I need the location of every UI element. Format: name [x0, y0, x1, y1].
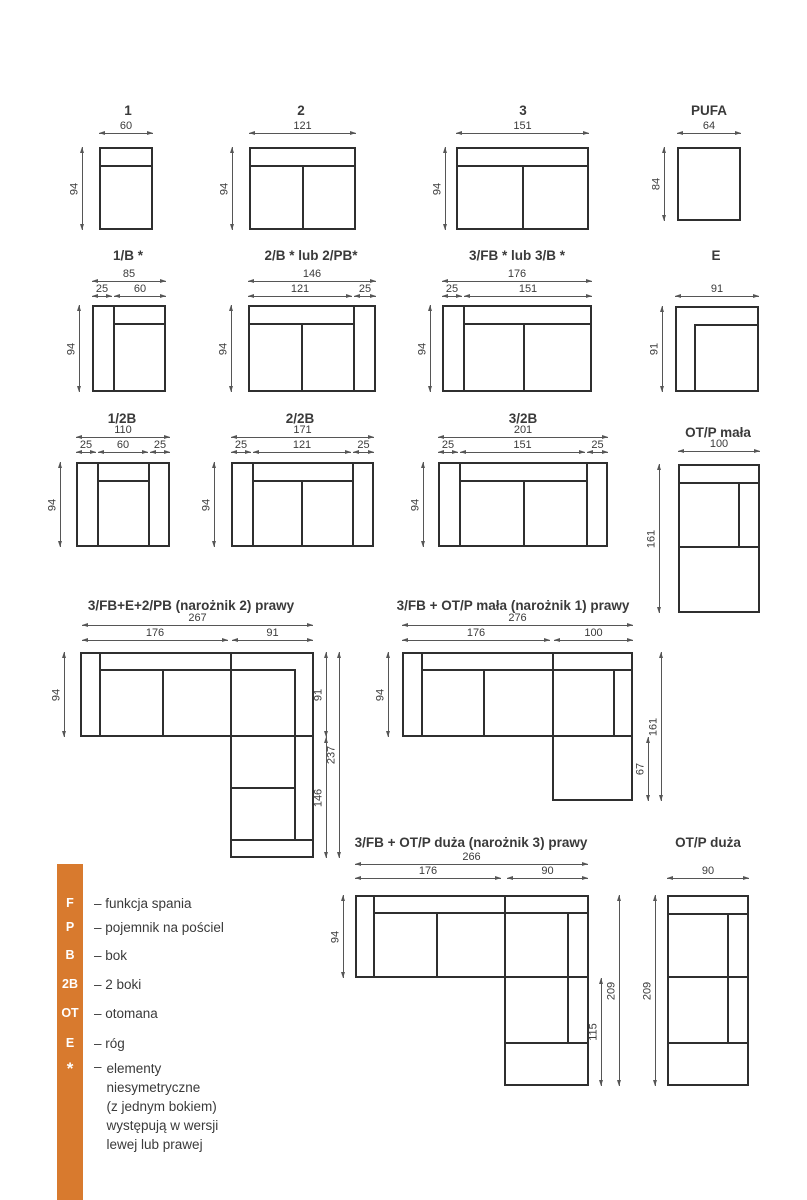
fig-bb2-title: 2/2B — [285, 411, 315, 426]
fig-m3-title: 3 — [519, 103, 527, 118]
fig-nar3-ottoman-divider — [504, 1042, 589, 1044]
fig-nar2-leg-outline — [230, 652, 314, 858]
fig-bb3-seg3-dim — [587, 439, 608, 453]
dim-label: 94 — [46, 498, 59, 511]
legend-item-p: – pojemnik na pościel — [94, 920, 224, 935]
fig-nar1-seat-divider — [483, 669, 485, 737]
dim-label: 121 — [293, 120, 312, 132]
dim-label: 94 — [431, 182, 444, 195]
fig-pufa-title: PUFA — [690, 103, 728, 118]
dim-label: 91 — [312, 688, 325, 701]
dim-label: 94 — [50, 688, 63, 701]
fig-bb3-title: 3/2B — [508, 411, 538, 426]
fig-bb2-seg1-dim — [231, 439, 251, 453]
legend-key-2b: 2B — [62, 977, 78, 991]
fig-otd-title: OT/P duża — [675, 835, 741, 850]
fig-otd-width-dim — [667, 865, 749, 879]
fig-nar1-title: 3/FB + OT/P mała (narożnik 1) prawy — [396, 598, 630, 613]
dim-label: 91 — [266, 627, 279, 639]
dim-label: 25 — [441, 439, 455, 451]
legend-item-star-line: lewej lub prawej — [106, 1137, 203, 1152]
fig-nar2-height-dim — [50, 652, 65, 737]
dim-label: 91 — [648, 342, 661, 356]
dim-label: 94 — [416, 342, 429, 355]
fig-b3-total-dim — [442, 268, 592, 282]
fig-m1-height-dim — [68, 147, 83, 230]
fig-otd-backrest-line — [667, 913, 749, 915]
dim-label: 176 — [507, 268, 527, 280]
dim-label: 176 — [145, 627, 165, 639]
dim-label: 209 — [605, 981, 618, 1000]
fig-otm-outline — [678, 464, 760, 613]
dim-label: 60 — [133, 283, 147, 295]
dim-label: 60 — [116, 439, 130, 451]
fig-b1-seg2-dim — [114, 283, 166, 297]
dim-label: 84 — [650, 177, 663, 191]
legend-item-ot: – otomana — [94, 1006, 158, 1021]
fig-nar2-seat-divider — [162, 669, 164, 737]
dim-label: 100 — [709, 438, 729, 450]
fig-nar1-backrest-line — [421, 669, 633, 671]
dim-label: 176 — [418, 865, 438, 877]
fig-b3-seg1-dim — [442, 283, 462, 297]
fig-nar3-seat-divider — [436, 912, 438, 978]
fig-m1-width-dim — [99, 120, 153, 134]
legend-item-f: – funkcja spania — [94, 896, 192, 911]
fig-b3-seat-divider — [523, 323, 525, 392]
fig-b2-seat-divider — [301, 323, 303, 392]
fig-nar1-total-dim — [402, 612, 633, 626]
fig-b2-seg1-dim — [248, 283, 352, 297]
fig-nar2-armrest-line — [99, 652, 101, 737]
fig-nar3-backrest-line — [373, 912, 589, 914]
legend-key-star: * — [66, 1059, 74, 1078]
fig-otd-ottoman-divider — [667, 1042, 749, 1044]
fig-nar1-height-dim — [374, 652, 389, 737]
dim-label: 94 — [200, 498, 213, 511]
dim-label: 151 — [513, 439, 532, 451]
fig-nar2-right-total-dim — [325, 652, 340, 858]
fig-bb2-armrest-left-line — [252, 462, 254, 547]
fig-b2-height-dim — [217, 305, 232, 392]
fig-bb2-seg2-dim — [253, 439, 351, 453]
fig-m2-seat-divider — [302, 165, 304, 230]
fig-b2-seg2-dim — [354, 283, 376, 297]
dim-label: 146 — [312, 788, 325, 807]
dim-label: 91 — [710, 283, 724, 295]
dim-label: 110 — [114, 424, 132, 436]
fig-bb3-total-dim — [438, 424, 608, 438]
fig-bb2-total-dim — [231, 424, 374, 438]
legend-key-b: B — [65, 948, 75, 962]
dim-label: 121 — [290, 283, 310, 295]
legend-item-e: – róg — [94, 1036, 125, 1051]
fig-bb2-armrest-right-line — [352, 462, 354, 547]
fig-nar2-seg1-dim — [82, 627, 228, 641]
legend-key-p: P — [65, 920, 75, 934]
fig-nar1-seg1-dim — [402, 627, 550, 641]
fig-bb1-seg1-dim — [76, 439, 96, 453]
fig-nar1-seg2-dim — [554, 627, 633, 641]
fig-m1-title: 1 — [124, 103, 132, 118]
fig-nar2-leg-seat-divider — [230, 787, 296, 789]
fig-m1-outline — [99, 147, 153, 230]
fig-b1-backrest-line — [113, 323, 166, 325]
fig-b3-armrest-line — [463, 305, 465, 392]
legend-item-star-dash: – — [94, 1059, 102, 1074]
dim-label: 100 — [584, 627, 603, 639]
fig-b1-height-dim — [65, 305, 80, 392]
fig-e-outline — [675, 306, 759, 392]
fig-otd-side-line — [727, 913, 729, 1044]
fig-m3-height-dim — [431, 147, 446, 230]
fig-bb2-seat-divider — [301, 480, 303, 547]
dim-label: 94 — [65, 342, 78, 355]
fig-bb1-armrest-right-line — [148, 462, 150, 547]
fig-bb2-seg3-dim — [353, 439, 374, 453]
dim-label: 161 — [647, 717, 660, 736]
fig-nar2-right-seg1-dim — [312, 652, 327, 737]
dim-label: 171 — [293, 424, 312, 436]
fig-bb1-outline — [76, 462, 170, 547]
dim-label: 94 — [217, 342, 230, 355]
fig-nar2-backrest-line — [99, 669, 296, 671]
dim-label: 146 — [302, 268, 322, 280]
dim-label: 161 — [645, 529, 658, 548]
fig-m1-backrest-line — [99, 165, 153, 167]
dim-label: 94 — [218, 182, 231, 195]
dim-label: 201 — [513, 424, 533, 436]
fig-pufa-outline — [677, 147, 741, 221]
fig-b1-total-dim — [92, 268, 166, 282]
fig-e-inner-left-line — [694, 324, 696, 392]
fig-e-height-dim — [648, 306, 663, 392]
fig-bb2-height-dim — [200, 462, 215, 547]
legend-key-e: E — [65, 1036, 75, 1050]
fig-m2-height-dim — [218, 147, 233, 230]
fig-pufa-width-dim — [677, 120, 741, 134]
fig-m2-title: 2 — [297, 103, 305, 118]
dim-label: 64 — [702, 120, 716, 132]
fig-nar2-leg-armrest-line — [230, 839, 314, 841]
dim-label: 60 — [119, 120, 133, 132]
fig-bb3-armrest-right-line — [586, 462, 588, 547]
dim-label: 151 — [513, 120, 532, 132]
fig-bb1-armrest-left-line — [97, 462, 99, 547]
fig-otm-width-dim — [678, 438, 760, 452]
fig-nar1-ottoman-outline — [552, 735, 633, 801]
dim-label: 25 — [357, 439, 370, 451]
dim-label: 266 — [462, 851, 481, 863]
legend-item-star-line: (z jednym bokiem) — [106, 1099, 217, 1114]
dim-label: 90 — [701, 865, 715, 877]
fig-bb3-seg2-dim — [460, 439, 585, 453]
fig-b2-armrest-line — [353, 305, 355, 392]
fig-b2-title: 2/B * lub 2/PB* — [264, 248, 358, 263]
fig-nar3-side-line — [567, 912, 569, 1044]
fig-bb3-armrest-left-line — [459, 462, 461, 547]
fig-bb1-seg3-dim — [150, 439, 170, 453]
fig-nar3-title: 3/FB + OT/P duża (narożnik 3) prawy — [354, 835, 588, 850]
fig-b1-seg1-dim — [92, 283, 112, 297]
dim-label: 25 — [445, 283, 459, 295]
fig-nar1-junction-line — [552, 652, 554, 801]
legend-key-f: F — [66, 896, 74, 910]
fig-otm-divider-line — [678, 546, 760, 548]
fig-bb1-title: 1/2B — [107, 411, 137, 426]
fig-bb1-height-dim — [46, 462, 61, 547]
fig-otd-mid-divider — [667, 976, 749, 978]
fig-nar2-side-line — [294, 669, 296, 841]
legend-item-2b: – 2 boki — [94, 977, 142, 992]
fig-m3-width-dim — [456, 120, 589, 134]
fig-nar3-leg-outline — [504, 895, 589, 1086]
fig-nar3-height-dim — [329, 895, 344, 978]
dim-label: 115 — [587, 1023, 600, 1041]
fig-nar3-right-total-dim — [605, 895, 620, 1086]
dim-label: 267 — [188, 612, 207, 624]
fig-nar1-side-line — [613, 669, 615, 737]
fig-b3-seg2-dim — [464, 283, 592, 297]
legend-item-b: – bok — [94, 948, 128, 963]
fig-b1-outline — [92, 305, 166, 392]
fig-b1-armrest-line — [113, 305, 115, 392]
dim-label: 25 — [79, 439, 93, 451]
fig-bb2-backrest-line — [252, 480, 354, 482]
dim-label: 276 — [508, 612, 527, 624]
dim-label: 90 — [541, 865, 554, 877]
fig-otm-backrest-line — [678, 482, 760, 484]
fig-nar1-body-outline — [402, 652, 633, 737]
dim-label: 94 — [68, 182, 81, 195]
dim-label: 237 — [325, 745, 338, 765]
dim-label: 25 — [358, 283, 372, 295]
dim-label: 25 — [95, 283, 109, 295]
dim-label: 176 — [466, 627, 486, 639]
fig-nar1-right-seg-dim — [634, 737, 649, 801]
fig-otd-height-dim — [641, 895, 656, 1086]
fig-nar1-armrest-line — [421, 652, 423, 737]
fig-nar2-title: 3/FB+E+2/PB (narożnik 2) prawy — [87, 598, 295, 613]
fig-bb3-height-dim — [409, 462, 424, 547]
dim-label: 94 — [409, 498, 422, 511]
fig-b2-total-dim — [248, 268, 376, 282]
fig-nar3-armrest-line — [373, 895, 375, 978]
fig-b1-title: 1/B * — [112, 248, 144, 263]
fig-otm-title: OT/P mała — [685, 425, 751, 440]
fig-otd-outline — [667, 895, 749, 1086]
fig-nar3-right-seg-dim — [587, 978, 602, 1086]
fig-bb3-seat-divider — [523, 480, 525, 547]
legend-item-star-line: elementy — [106, 1061, 162, 1076]
dim-label: 85 — [122, 268, 136, 280]
fig-nar2-total-dim — [82, 612, 313, 626]
fig-m2-width-dim — [249, 120, 356, 134]
fig-m3-seat-divider — [522, 165, 524, 230]
legend-item-star-line: niesymetryczne — [106, 1080, 201, 1095]
fig-bb1-seg2-dim — [98, 439, 148, 453]
legend-key-ot: OT — [61, 1006, 79, 1020]
fig-nar3-seg2-dim — [507, 865, 588, 879]
fig-bb1-total-dim — [76, 424, 170, 438]
fig-otm-side-line — [738, 482, 740, 548]
fig-e-inner-top-line — [694, 324, 759, 326]
dim-label: 67 — [634, 762, 647, 776]
dim-label: 121 — [292, 439, 312, 451]
fig-e-width-dim — [675, 283, 759, 297]
dim-label: 94 — [329, 930, 342, 943]
dim-label: 25 — [591, 439, 604, 451]
dim-label: 151 — [518, 283, 538, 295]
fig-b3-height-dim — [416, 305, 431, 392]
fig-nar3-seg1-dim — [355, 865, 501, 879]
dim-label: 25 — [234, 439, 248, 451]
dim-label: 25 — [153, 439, 167, 451]
fig-otm-height-dim — [645, 464, 660, 613]
fig-bb3-seg1-dim — [438, 439, 458, 453]
legend-item-star-line: występują w wersji — [106, 1118, 219, 1133]
dim-label: 94 — [374, 688, 387, 701]
legend-item-star — [94, 1059, 218, 1154]
dim-label: 209 — [641, 981, 654, 1000]
fig-b3-backrest-line — [463, 323, 592, 325]
fig-e-title: E — [711, 248, 721, 263]
fig-nar1-right-total-dim — [647, 652, 662, 801]
fig-b2-outline — [248, 305, 376, 392]
fig-bb1-backrest-line — [97, 480, 150, 482]
fig-b3-title: 3/FB * lub 3/B * — [468, 248, 566, 263]
legend-accent-bar — [57, 864, 83, 1200]
fig-pufa-height-dim — [650, 147, 665, 221]
fig-nar2-seg2-dim — [232, 627, 313, 641]
